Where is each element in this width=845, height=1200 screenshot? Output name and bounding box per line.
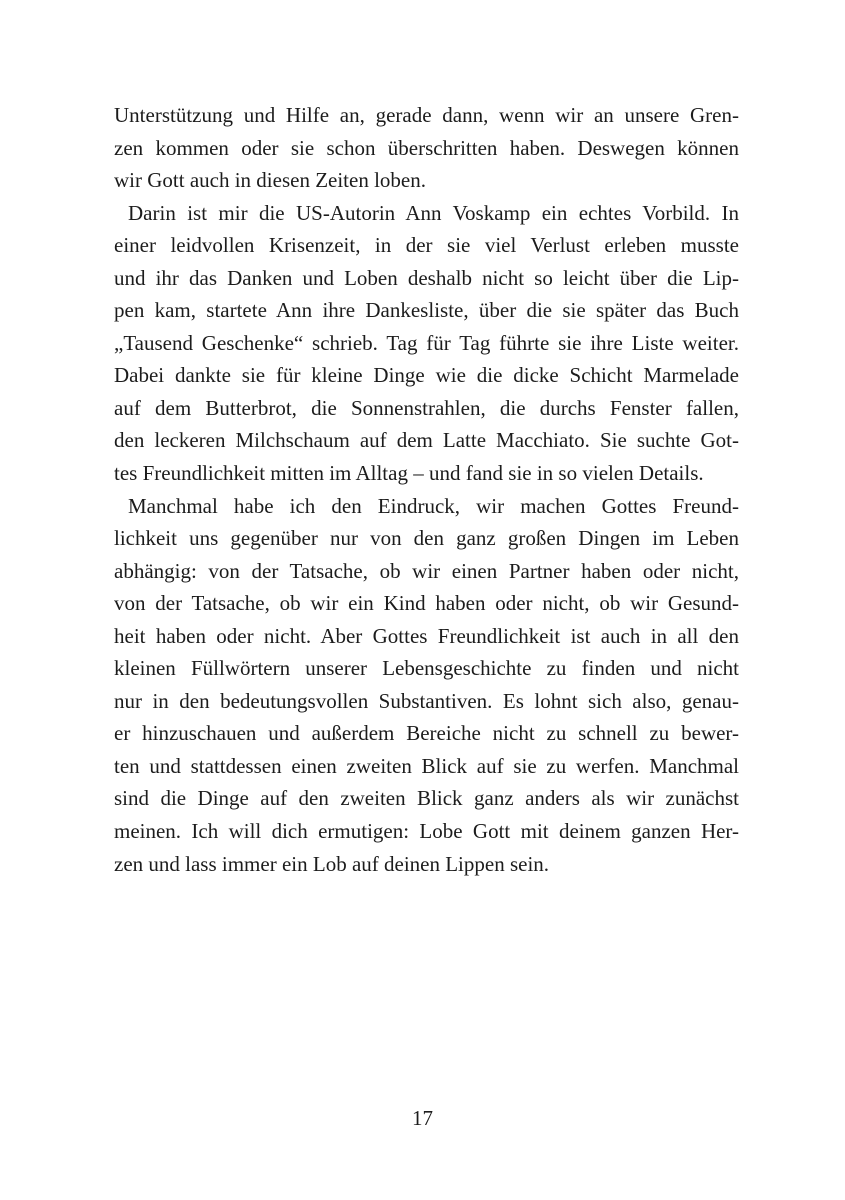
text-line: zen und lass immer ein Lob auf deinen Lippen sein. [114, 851, 550, 876]
text-line: er hinzuschauen und außerdem Bereiche nicht zu schnell zu bewer- [114, 721, 739, 746]
text-line: kleinen Füllwörtern unserer Lebensgeschichte zu finden und nicht [114, 656, 739, 681]
body-text [114, 99, 739, 880]
text-line: abhängig: von der Tatsache, ob wir einen Partner haben oder nicht, [114, 558, 739, 583]
text-line: Dabei dankte sie für kleine Dinge wie die dicke Schicht Marmelade [114, 363, 739, 388]
text-line: Darin ist mir die US-Autorin Ann Voskamp ein echtes Vorbild. In [128, 200, 739, 225]
text-line: ten und stattdessen einen zweiten Blick auf sie zu werfen. Manchmal [114, 753, 739, 778]
text-line: nur in den bedeutungsvollen Substantiven. Es lohnt sich also, genau- [114, 688, 739, 713]
text-line: den leckeren Milchschaum auf dem Latte Macchiato. Sie suchte Got- [114, 428, 739, 453]
page-number: 17 [412, 1106, 433, 1130]
text-line: sind die Dinge auf den zweiten Blick ganz anders als wir zunächst [114, 786, 739, 811]
text-line: von der Tatsache, ob wir ein Kind haben oder nicht, ob wir Gesund- [114, 591, 739, 616]
text-line: lichkeit uns gegenüber nur von den ganz großen Dingen im Leben [114, 526, 739, 551]
text-line: und ihr das Danken und Loben deshalb nicht so leicht über die Lip- [114, 265, 739, 290]
paragraph-3 [114, 490, 739, 881]
text-line: einer leidvollen Krisenzeit, in der sie viel Verlust erleben musste [114, 233, 739, 258]
text-line: meinen. Ich will dich ermutigen: Lobe Gott mit deinem ganzen Her- [114, 819, 739, 844]
text-line: zen kommen oder sie schon überschritten haben. Deswegen können [114, 135, 739, 160]
text-line: Unterstützung und Hilfe an, gerade dann, wenn wir an unsere Gren- [114, 103, 739, 127]
text-line: pen kam, startete Ann ihre Dankesliste, über die sie später das Buch [114, 298, 739, 323]
paragraph-2 [114, 197, 739, 490]
text-line: wir Gott auch in diesen Zeiten loben. [114, 168, 426, 193]
paragraph-1 [114, 99, 739, 197]
text-line: tes Freundlichkeit mitten im Alltag – und fand sie in so vielen Details. [114, 461, 704, 486]
text-line: „Tausend Geschenke“ schrieb. Tag für Tag führte sie ihre Liste weiter. [114, 330, 739, 355]
text-line: heit haben oder nicht. Aber Gottes Freundlichkeit ist auch in all den [114, 623, 739, 648]
text-line: Manchmal habe ich den Eindruck, wir machen Gottes Freund- [128, 493, 739, 518]
text-line: auf dem Butterbrot, die Sonnenstrahlen, die durchs Fenster fallen, [114, 395, 739, 420]
